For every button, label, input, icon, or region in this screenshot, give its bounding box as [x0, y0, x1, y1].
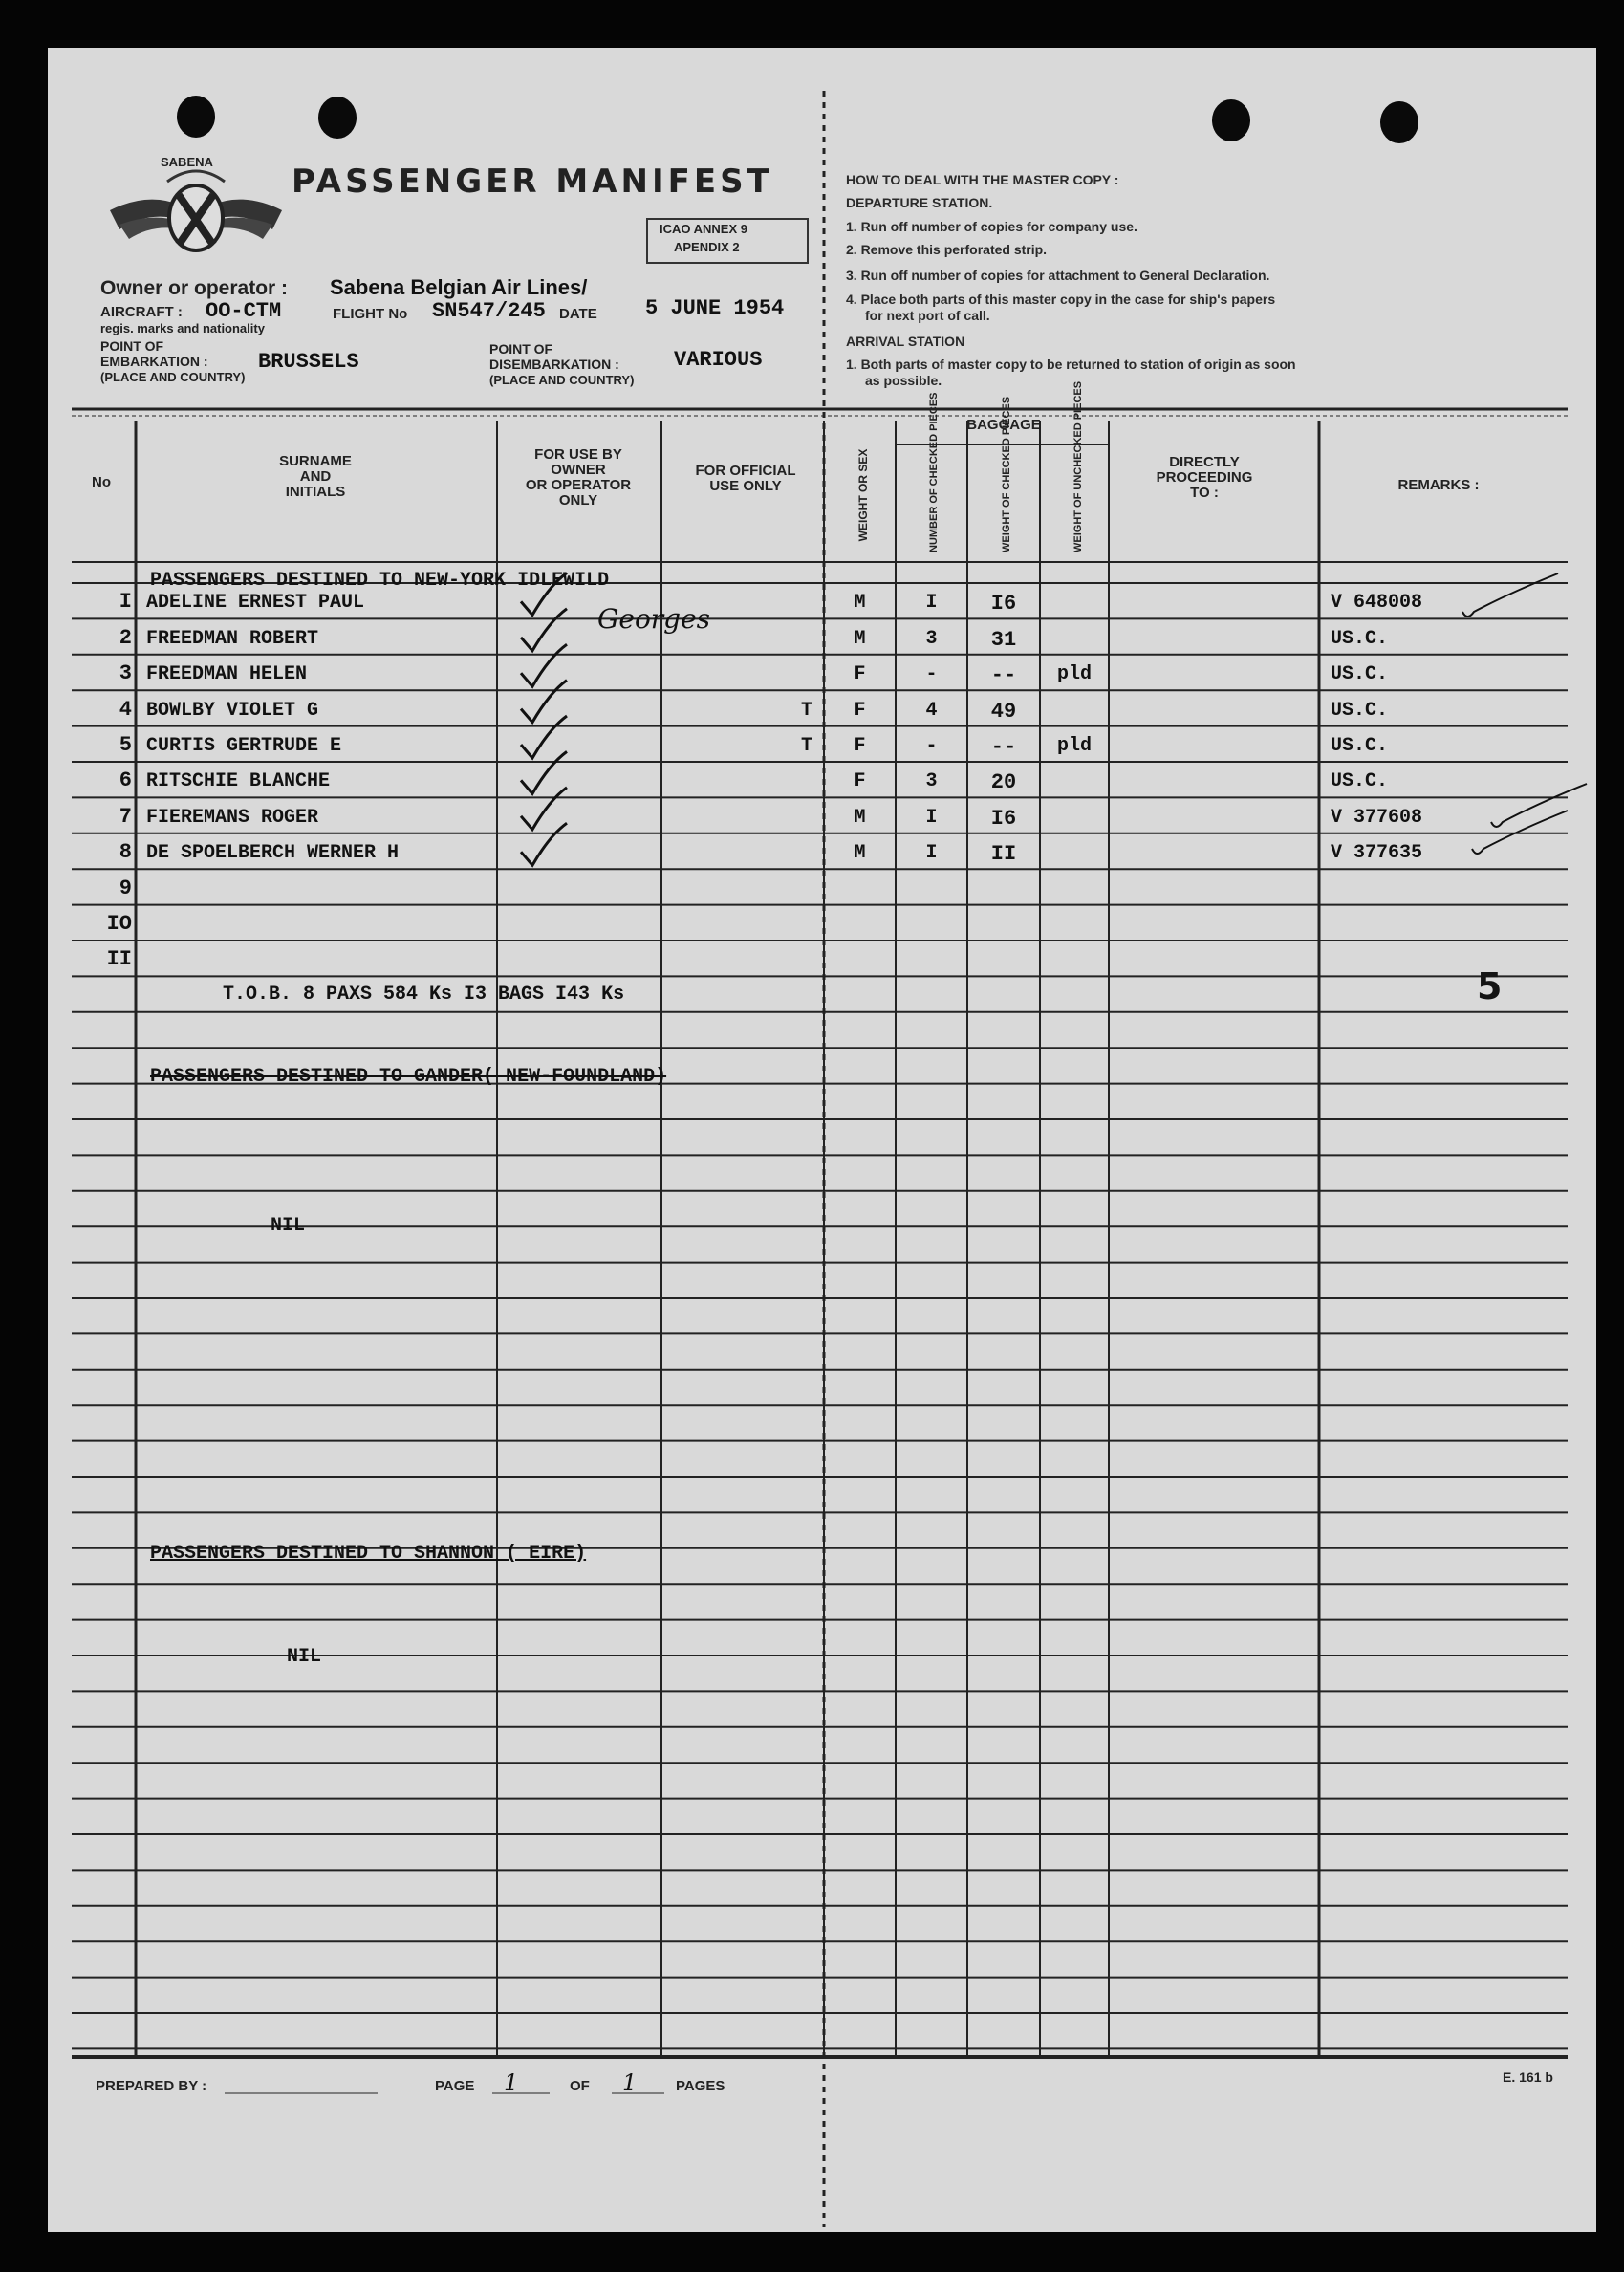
checked-pieces-value: 3: [925, 770, 938, 793]
col-header-remarks: REMARKS :: [1397, 477, 1480, 493]
checked-weight-value: I6: [990, 592, 1017, 617]
checked-pieces-value: -: [925, 735, 938, 757]
icao-line2: APENDIX 2: [674, 240, 740, 254]
passenger-name: FIEREMANS ROGER: [146, 806, 319, 829]
aircraft-sub: regis. marks and nationality: [100, 321, 265, 335]
nil-shannon: NIL: [287, 1646, 322, 1668]
passenger-name: FREEDMAN HELEN: [146, 663, 308, 686]
weight-sex-value: M: [854, 842, 866, 865]
row-number: IO: [106, 912, 132, 936]
instructions-departure: DEPARTURE STATION.: [846, 195, 993, 210]
checked-weight-value: 31: [990, 627, 1017, 652]
flight-label: FLIGHT No: [333, 306, 408, 322]
col-header-weight-unchecked: WEIGHT OF UNCHECKED PIECES: [1072, 380, 1084, 552]
remark-value: V 648008: [1331, 592, 1423, 615]
tob-summary: T.O.B. 8 PAXS 584 Ks I3 BAGS I43 Ks: [223, 984, 625, 1006]
weight-sex-value: M: [854, 592, 866, 615]
icao-line1: ICAO ANNEX 9: [660, 222, 747, 236]
instructions-a1b: as possible.: [865, 373, 942, 388]
section-gander: PASSENGERS DESTINED TO GANDER( NEW-FOUNDLAND): [150, 1066, 667, 1088]
checked-weight-value: --: [990, 735, 1017, 759]
row-number: II: [106, 947, 132, 972]
remark-value: V 377635: [1331, 842, 1423, 865]
owner-label: Owner or operator :: [100, 277, 289, 299]
page-title: PASSENGER MANIFEST: [292, 162, 773, 201]
footer-of-no: 1: [622, 2069, 638, 2096]
tob-remark: 5: [1477, 965, 1503, 1007]
footer-of: OF: [570, 2078, 590, 2094]
passenger-name: CURTIS GERTRUDE E: [146, 735, 342, 757]
checked-pieces-value: I: [925, 806, 938, 829]
checkmark: [521, 609, 567, 651]
col-header-surname: SURNAME AND INITIALS: [279, 453, 352, 500]
remark-value: US.C.: [1331, 735, 1389, 757]
col-header-weight-checked: WEIGHT OF CHECKED PIECES: [1001, 396, 1012, 552]
embarkation-label: EMBARKATION :: [100, 354, 208, 369]
date-value: 5 JUNE 1954: [645, 296, 785, 320]
col-header-official-use: FOR OFFICIAL USE ONLY: [695, 463, 796, 494]
footer-page-no: 1: [504, 2069, 519, 2096]
remark-value: US.C.: [1331, 699, 1389, 722]
weight-sex-value: F: [854, 770, 866, 793]
instructions-d4a: 4. Place both parts of this master copy in the case for ship's papers: [846, 292, 1276, 307]
checked-weight-value: I6: [990, 806, 1017, 831]
footer-prepared-by: PREPARED BY :: [96, 2078, 207, 2094]
remark-value: V 377608: [1331, 806, 1423, 829]
instructions-a1a: 1. Both parts of master copy to be returned to station of origin as soon: [846, 357, 1296, 372]
official-use-value: T: [800, 699, 812, 722]
checkmark: [521, 823, 567, 865]
unchecked-weight-value: pld: [1056, 735, 1092, 757]
weight-sex-value: F: [854, 663, 866, 686]
embarkation-value: BRUSSELS: [258, 350, 359, 374]
passenger-name: DE SPOELBERCH WERNER H: [146, 842, 400, 865]
checked-weight-value: 49: [990, 699, 1017, 724]
instructions-d2: 2. Remove this perforated strip.: [846, 242, 1048, 257]
instructions-title: HOW TO DEAL WITH THE MASTER COPY :: [846, 172, 1119, 187]
aircraft-label: AIRCRAFT :: [100, 304, 183, 320]
col-header-no: No: [92, 474, 111, 490]
row-number: 2: [119, 625, 132, 650]
disembarkation-value: VARIOUS: [674, 348, 763, 372]
passenger-name: BOWLBY VIOLET G: [146, 699, 319, 722]
checked-pieces-value: 4: [925, 699, 938, 722]
row-number: 9: [119, 876, 132, 900]
checked-weight-value: --: [990, 663, 1017, 688]
passenger-name: RITSCHIE BLANCHE: [146, 770, 331, 793]
checked-pieces-value: I: [925, 592, 938, 615]
col-header-owner-use: FOR USE BY OWNER OR OPERATOR ONLY: [525, 446, 632, 508]
checkmark: [521, 681, 567, 723]
checkmark: [521, 644, 567, 686]
row-number: I: [119, 590, 132, 615]
remark-value: US.C.: [1331, 663, 1389, 686]
row-number: 7: [119, 804, 132, 829]
weight-sex-value: M: [854, 627, 866, 650]
weight-sex-value: F: [854, 735, 866, 757]
checked-weight-value: II: [990, 842, 1017, 867]
col-header-baggage: BAGGAGE: [966, 417, 1041, 433]
col-header-directly: DIRECTLY PROCEEDING TO :: [1156, 454, 1253, 501]
footer-pages: PAGES: [676, 2078, 725, 2094]
unchecked-weight-value: pld: [1056, 663, 1092, 686]
section-new-york: PASSENGERS DESTINED TO NEW-YORK IDLEWILD: [150, 570, 610, 592]
section-shannon: PASSENGERS DESTINED TO SHANNON ( EIRE): [150, 1543, 587, 1565]
place-country-1: (PLACE AND COUNTRY): [100, 370, 246, 384]
row-number: 8: [119, 840, 132, 865]
footer-page: PAGE: [435, 2078, 475, 2094]
row-number: 5: [119, 733, 132, 757]
row-number: 4: [119, 697, 132, 722]
checked-pieces-value: 3: [925, 627, 938, 650]
logo-text: SABENA: [161, 155, 213, 169]
official-use-value: T: [800, 735, 812, 757]
weight-sex-value: M: [854, 806, 866, 829]
passenger-name: ADELINE ERNEST PAUL: [146, 592, 365, 615]
remark-value: US.C.: [1331, 770, 1389, 793]
col-header-num-checked: NUMBER OF CHECKED PIECES: [928, 392, 940, 552]
passenger-name: FREEDMAN ROBERT: [146, 627, 319, 650]
flight-value: SN547/245: [432, 299, 546, 323]
date-label: DATE: [559, 306, 597, 322]
col-header-weight-sex: WEIGHT OR SEX: [856, 448, 870, 542]
checked-pieces-value: -: [925, 663, 938, 686]
handwritten-georges: Georges: [597, 603, 711, 635]
instructions-d4b: for next port of call.: [865, 308, 990, 323]
checked-pieces-value: I: [925, 842, 938, 865]
remark-value: US.C.: [1331, 627, 1389, 650]
row-number: 6: [119, 768, 132, 793]
instructions-d1: 1. Run off number of copies for company use.: [846, 219, 1137, 234]
checkmark: [521, 751, 567, 793]
owner-value: Sabena Belgian Air Lines/: [330, 275, 588, 299]
disembarkation-label: DISEMBARKATION :: [489, 357, 619, 372]
checked-weight-value: 20: [990, 770, 1017, 795]
row-number: 3: [119, 661, 132, 686]
instructions-d3: 3. Run off number of copies for attachment to General Declaration.: [846, 268, 1270, 283]
nil-gander: NIL: [271, 1215, 306, 1237]
checkmark: [521, 788, 567, 830]
point-of-label: POINT OF: [100, 338, 164, 354]
point-of-label-2: POINT OF: [489, 341, 553, 357]
aircraft-value: OO-CTM: [206, 299, 282, 323]
weight-sex-value: F: [854, 699, 866, 722]
instructions-arrival: ARRIVAL STATION: [846, 334, 965, 349]
footer-form-code: E. 161 b: [1503, 2069, 1553, 2085]
place-country-2: (PLACE AND COUNTRY): [489, 373, 635, 387]
checkmark: [521, 716, 567, 758]
